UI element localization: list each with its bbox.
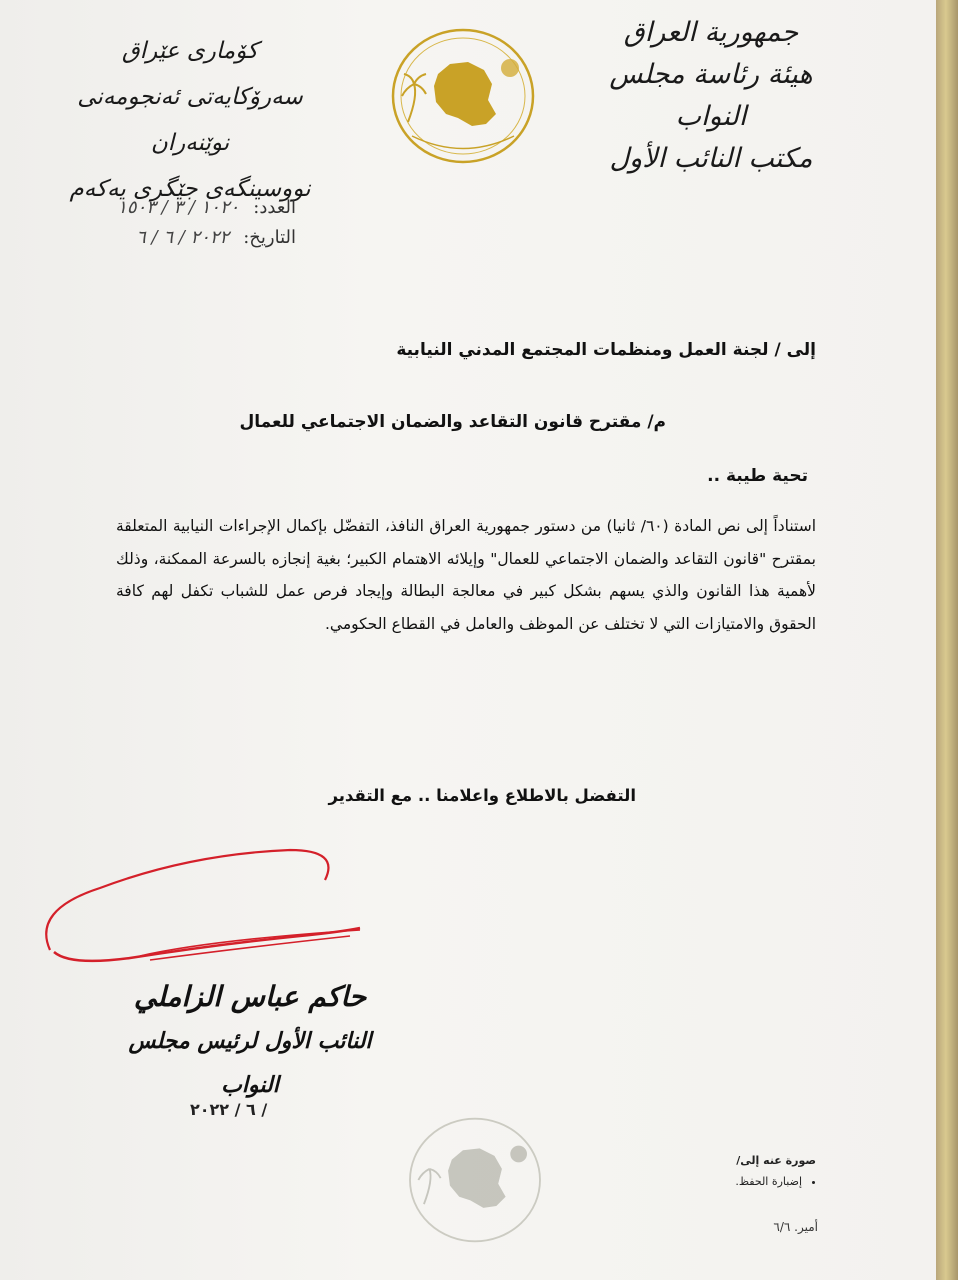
date-value: ٢٠٢٢ / ٦ / ٦ [136,226,230,248]
body-paragraph: استناداً إلى نص المادة (٦٠/ ثانيا) من دستور جمهورية العراق النافذ، التفضّل بإكمال الإجراءات النيابية المتعلقة بمقترح "قانون التقاعد والضمان الاجتماعي للعمال" وإيلائه الاهتمام الكبير؛ بغية إنجازه بالسرعة الممكنة، وذلك لأهمية هذا القانون والذي يسهم بشكل كبير في معالجة البطالة وإيجاد فرص عمل للشباب تكفل لهم كافة الحقوق والامتيازات التي لا تختلف عن الموظف والعامل في القطاع الحكومي. [116,517,817,633]
reference-number-row [36,192,296,222]
subject-line: م/ مقترح قانون التقاعد والضمان الاجتماعي للعمال [239,412,666,432]
parliament-emblem-icon [388,26,538,166]
handwritten-signature [40,840,370,980]
gold-frame-edge [936,0,958,1280]
number-label: العدد: [253,196,296,218]
letterhead-ku-line-council: سەرۆكایەتی ئەنجومەنی نوێنەران [77,84,303,156]
arabic-letterhead [576,12,846,180]
copy-to-title: صورة عنه إلى/ [736,1154,816,1167]
copy-to-list [636,1175,816,1188]
signature-date: / ٦ / ٢٠٢٢ [190,1100,268,1119]
signatory-block [120,975,380,1107]
closing-line: التفضل بالاطلاع واعلامنا .. مع التقدير [328,786,636,805]
copy-to-item: • إضبارة الحفظ. [636,1175,802,1188]
signatory-name: حاكم عباس الزاملي [133,980,367,1013]
date-label: التاريخ: [243,226,296,248]
kurdish-letterhead [50,28,330,212]
number-value: ١٠٢٠ / ٣ / ١٥٠٣ [117,196,240,218]
copy-to-block [636,1154,816,1188]
letterhead-ku-line-office: نووسینگەی جێگری یەكەم [69,176,311,202]
letterhead-line-office: مكتب النائب الأول [609,143,813,174]
addressee-line: إلى / لجنة العمل ومنظمات المجتمع المدني النيابية [396,340,816,360]
greeting-line: تحية طيبة .. [707,466,808,486]
reference-block [36,192,296,252]
letterhead-line-council: هيئة رئاسة مجلس النواب [609,59,813,132]
letterhead-ku-line-country: كۆماری عێراق [121,38,259,64]
letterhead-line-country: جمهورية العراق [623,17,799,48]
signatory-title: النائب الأول لرئيس مجلس النواب [128,1028,372,1098]
faded-emblem-icon [405,1115,545,1245]
reference-date-row [36,222,296,252]
footer-note: أمير. ٦/٦ [773,1220,818,1234]
